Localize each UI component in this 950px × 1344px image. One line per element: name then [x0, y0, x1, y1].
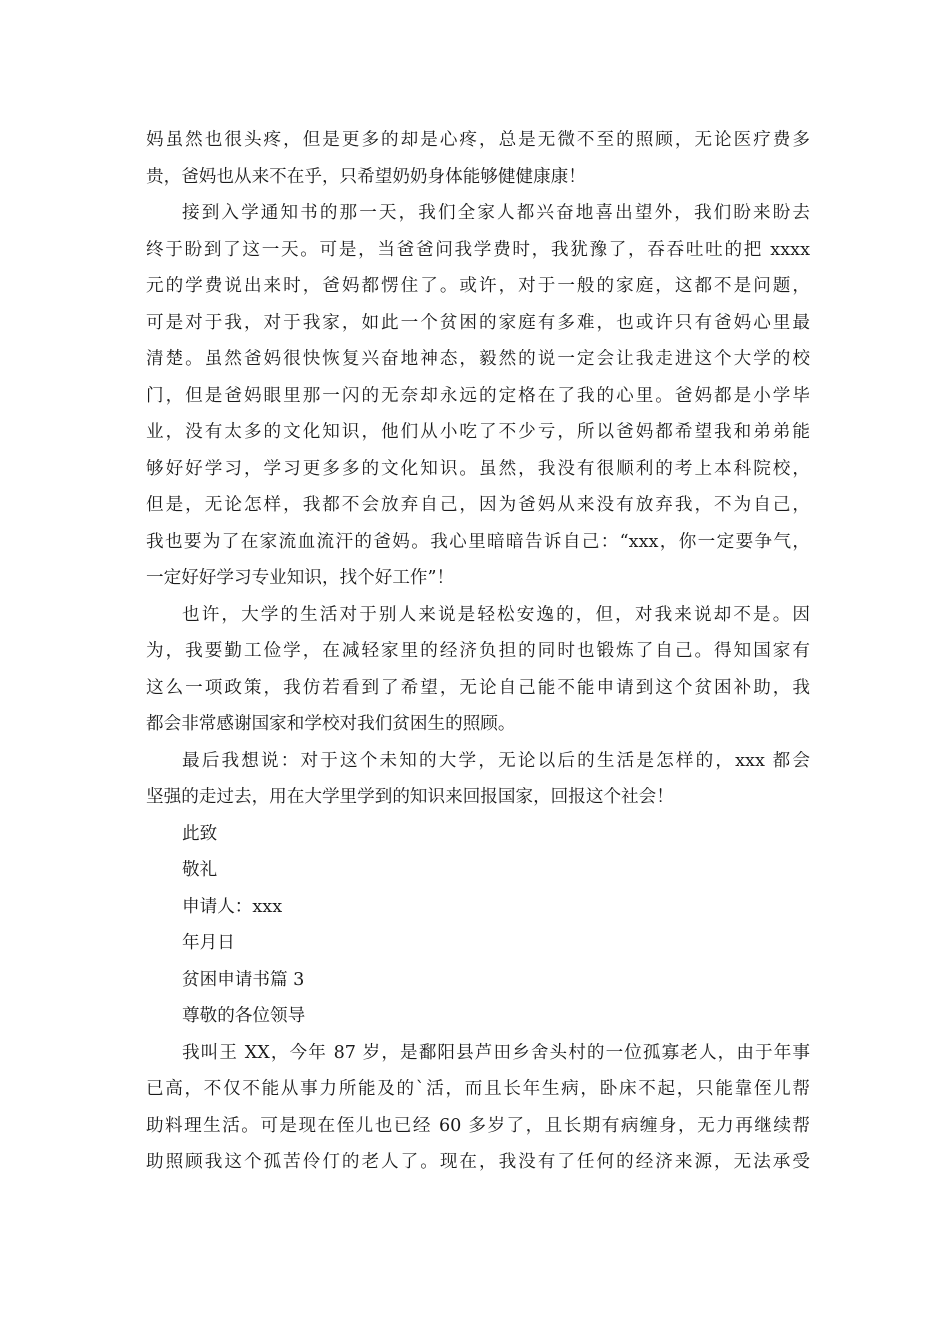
paragraph-first-line: 最后我想说：对于这个未知的大学，无论以后的生活是怎样的，xxx 都会 — [182, 750, 810, 771]
text-line: 门，但是爸妈眼里那一闪的无奈却永远的定格在了我的心里。爸妈都是小学毕 — [146, 385, 810, 406]
text-line: 一定好好学习专业知识，找个好工作”！ — [146, 568, 455, 588]
date-line: 年月日 — [182, 933, 235, 953]
text-line: 坚强的走过去，用在大学里学到的知识来回报国家，回报这个社会！ — [146, 787, 674, 807]
text-line: 助照顾我这个孤苦伶仃的老人了。现在，我没有了任何的经济来源，无法承受 — [146, 1152, 810, 1172]
text-line: 这么一项政策，我仿若看到了希望，无论自己能不能申请到这个贫困补助，我 — [146, 677, 810, 698]
text-line: 已高，不仅不能从事力所能及的`活，而且长年生病，卧床不起，只能靠侄儿帮 — [146, 1079, 810, 1099]
applicant-line: 申请人：xxx — [182, 896, 283, 917]
greeting-line: 尊敬的各位领导 — [182, 1006, 306, 1026]
section-title: 贫困申请书篇 3 — [182, 969, 305, 990]
text-line: 贵，爸妈也从来不在乎，只希望奶奶身体能够健健康康！ — [146, 166, 586, 187]
paragraph-first-line: 我叫王 XX，今年 87 岁，是鄱阳县芦田乡舍头村的一位孤寡老人，由于年事 — [182, 1042, 810, 1063]
text-line: 元的学费说出来时，爸妈都愣住了。或许，对于一般的家庭，这都不是问题， — [146, 276, 810, 296]
text-line: 助料理生活。可是现在侄儿也已经 60 多岁了，且长期有病缠身，无力再继续帮 — [146, 1115, 810, 1136]
closing-salutation: 此致 — [182, 823, 218, 844]
document-page — [146, 122, 810, 1181]
text-line: 我也要为了在家流血流汗的爸妈。我心里暗暗告诉自己：“xxx，你一定要争气， — [146, 531, 810, 552]
text-line: 清楚。虽然爸妈很快恢复兴奋地神态，毅然的说一定会让我走进这个大学的校 — [146, 349, 810, 369]
closing-regards: 敬礼 — [182, 860, 218, 880]
text-line: 为，我要勤工俭学，在减轻家里的经济负担的同时也锻炼了自己。得知国家有 — [146, 641, 810, 661]
text-line: 够好好学习，学习更多多的文化知识。虽然，我没有很顺利的考上本科院校， — [146, 458, 810, 479]
text-line: 但是，无论怎样，我都不会放弃自己，因为爸妈从来没有放弃我，不为自己， — [146, 495, 810, 515]
paragraph-first-line: 接到入学通知书的那一天，我们全家人都兴奋地喜出望外，我们盼来盼去 — [182, 203, 810, 223]
text-line: 业，没有太多的文化知识，他们从小吃了不少亏，所以爸妈都希望我和弟弟能 — [146, 422, 810, 442]
text-line: 都会非常感谢国家和学校对我们贫困生的照顾。 — [146, 714, 516, 734]
paragraph-first-line: 也许，大学的生活对于别人来说是轻松安逸的，但，对我来说却不是。因 — [182, 604, 810, 625]
text-line: 可是对于我，对于我家，如此一个贫困的家庭有多难，也或许只有爸妈心里最 — [146, 312, 810, 333]
text-line: 妈虽然也很头疼，但是更多的却是心疼，总是无微不至的照顾，无论医疗费多 — [146, 130, 810, 150]
text-line: 终于盼到了这一天。可是，当爸爸问我学费时，我犹豫了，吞吞吐吐的把 xxxx — [146, 239, 810, 260]
